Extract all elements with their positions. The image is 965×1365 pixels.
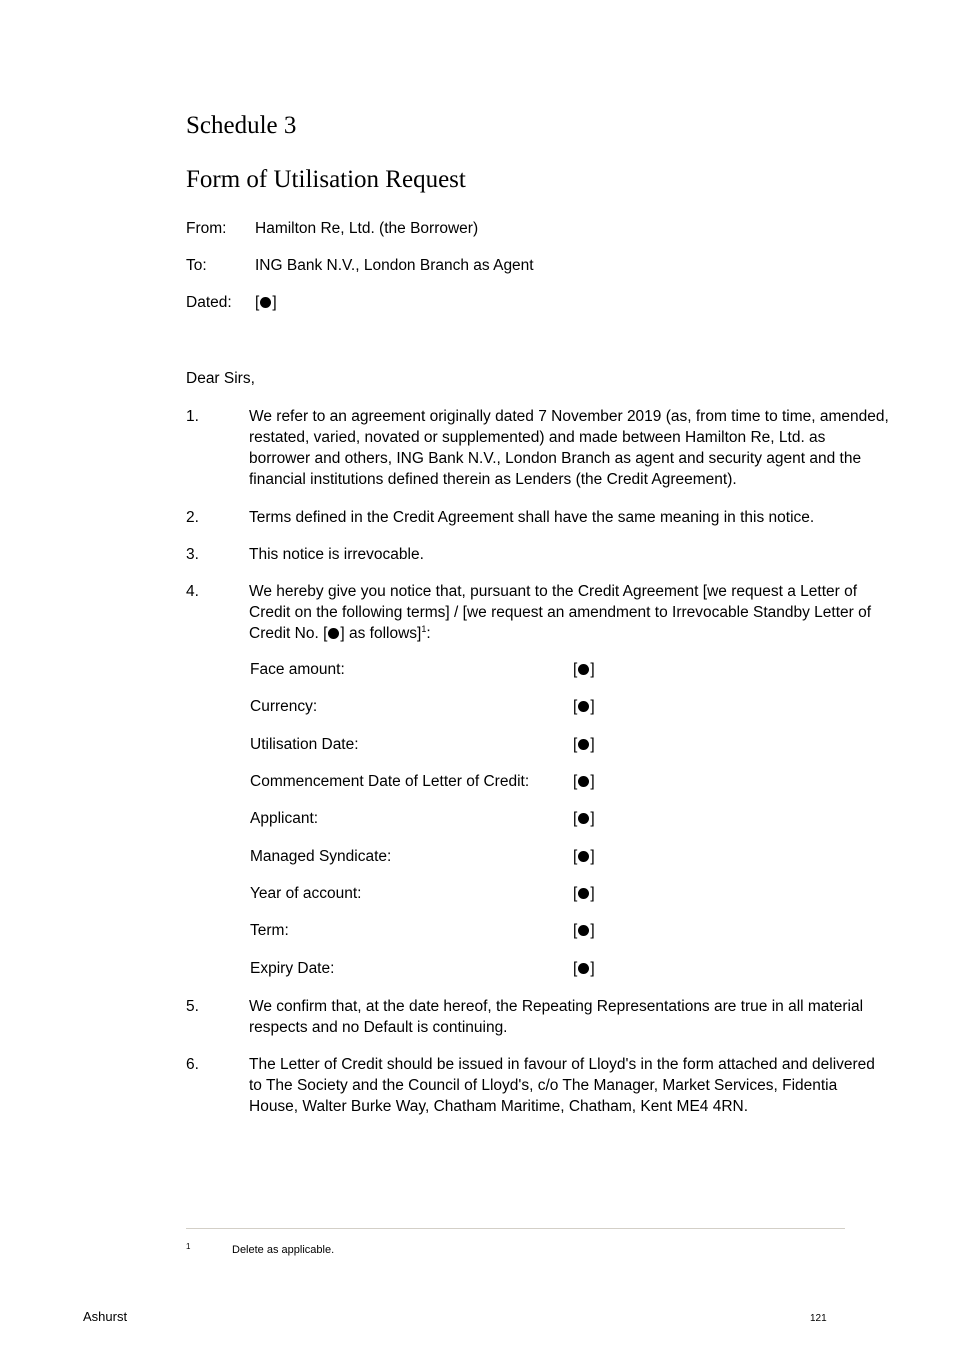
term-value: [ ] xyxy=(573,698,595,715)
term-value: [ ] xyxy=(573,661,595,678)
paragraph-text: We hereby give you notice that, pursuant to the Credit Agreement [we request a Letter of Credit on the following terms] / [we request an amendment to Irrevocable Standby Letter of Credit No. [ ] as follows]$^1$: xyxy=(249,583,872,642)
paragraph-text: This notice is irrevocable. xyxy=(249,546,424,563)
term-row xyxy=(250,958,595,980)
term-label: Managed Syndicate: xyxy=(250,848,392,865)
from-line xyxy=(186,218,478,240)
footnote-text: Delete as applicable. xyxy=(232,1244,335,1256)
paragraph-number: 1. xyxy=(186,408,199,425)
to-value: ING Bank N.V., London Branch as Agent xyxy=(255,257,534,274)
paragraph-text: Terms defined in the Credit Agreement shall have the same meaning in this notice. xyxy=(249,509,815,526)
from-value: Hamilton Re, Ltd. (the Borrower) xyxy=(255,220,479,237)
term-value: [ ] xyxy=(573,922,595,939)
paragraph-text: We refer to an agreement originally dated 7 November 2019 (as, from time to time, amended, restated, varied, novated or supplemented) and made between Hamilton Re, Ltd. as borrower and others, ING Bank N.V., London Branch as agent and security agent and the financial institutions defined therein as Lenders (the Credit Agreement). xyxy=(249,408,889,488)
term-label: Expiry Date: xyxy=(250,960,335,977)
term-row xyxy=(250,696,595,718)
footer-firm: Ashurst xyxy=(83,1309,128,1324)
term-label: Commencement Date of Letter of Credit: xyxy=(250,773,530,790)
schedule-heading: Schedule 3 xyxy=(186,112,297,139)
page-number: 121 xyxy=(810,1313,827,1324)
term-row xyxy=(250,846,595,868)
bullet-icon xyxy=(578,739,589,750)
dated-label: Dated: xyxy=(186,294,232,311)
bullet-icon xyxy=(578,925,589,936)
to-line xyxy=(186,255,534,277)
term-label: Applicant: xyxy=(250,810,319,827)
term-row xyxy=(250,920,595,942)
document-title: Form of Utilisation Request xyxy=(186,166,466,193)
paragraph-text: We confirm that, at the date hereof, the Repeating Representations are true in all material respects and no Default is continuing. xyxy=(249,998,864,1036)
term-label: Utilisation Date: xyxy=(250,736,359,753)
paragraph-number: 5. xyxy=(186,998,199,1015)
salutation: Dear Sirs, xyxy=(186,370,255,387)
to-label: To: xyxy=(186,257,207,274)
bullet-icon xyxy=(578,776,589,787)
footnote-number: 1 xyxy=(186,1242,191,1251)
bullet-icon xyxy=(578,701,589,712)
term-value: [ ] xyxy=(573,960,595,977)
term-row xyxy=(250,659,595,681)
term-value: [ ] xyxy=(573,810,595,827)
term-row xyxy=(250,734,595,756)
term-value: [ ] xyxy=(573,736,595,753)
footnote-reference[interactable]: 1 xyxy=(421,623,427,634)
term-value: [ ] xyxy=(573,848,595,865)
footnote-divider xyxy=(186,1228,845,1229)
paragraph-number: 6. xyxy=(186,1056,199,1073)
bullet-icon xyxy=(578,888,589,899)
bullet-icon xyxy=(578,963,589,974)
paragraph-number: 4. xyxy=(186,583,199,600)
term-row xyxy=(250,771,595,793)
bullet-icon xyxy=(578,813,589,824)
dated-placeholder: [ ] xyxy=(255,294,277,311)
bullet-icon xyxy=(328,628,339,639)
term-label: Currency: xyxy=(250,698,318,715)
dated-line xyxy=(186,292,277,314)
paragraph-number: 2. xyxy=(186,509,199,526)
paragraph-text: The Letter of Credit should be issued in favour of Lloyd's in the form attached and delivered to The Society and the Council of Lloyd's, c/o The Manager, Market Services, Fidentia House, Walter Burke Way, Chatham Maritime, Chatham, Kent ME4 4RN. xyxy=(249,1056,875,1115)
paragraph-number: 3. xyxy=(186,546,199,563)
term-label: Face amount: xyxy=(250,661,345,678)
term-row xyxy=(250,883,595,905)
term-label: Term: xyxy=(250,922,289,939)
bullet-icon xyxy=(260,297,271,308)
from-label: From: xyxy=(186,220,227,237)
term-label: Year of account: xyxy=(250,885,362,902)
term-value: [ ] xyxy=(573,885,595,902)
bullet-icon xyxy=(578,664,589,675)
bullet-icon xyxy=(578,851,589,862)
term-value: [ ] xyxy=(573,773,595,790)
term-row xyxy=(250,808,595,830)
